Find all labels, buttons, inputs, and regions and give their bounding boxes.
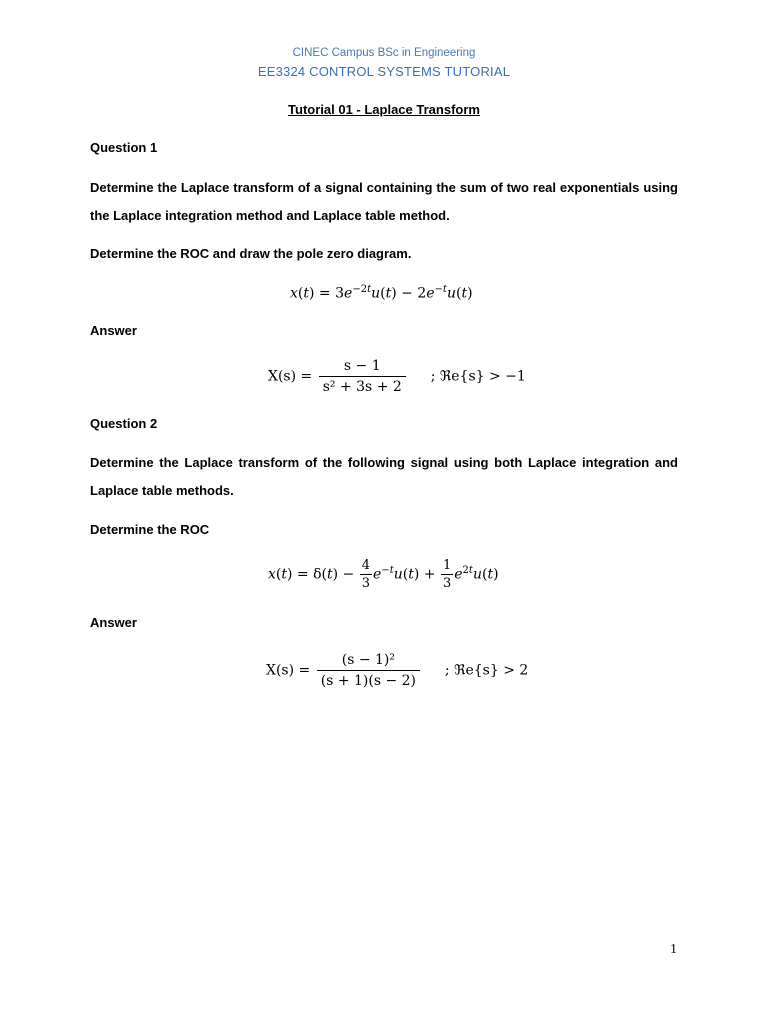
answer-1-denominator: s² + 3s + 2 [322, 379, 402, 395]
question-2-paragraph-2: Determine the ROC [90, 522, 210, 537]
answer-2-fraction [317, 652, 420, 689]
page-number: 1 [670, 942, 677, 957]
question-1-answer-equation [268, 358, 526, 395]
answer-2-numerator: (s − 1)² [317, 652, 420, 671]
question-2-equation: x(t) = δ(t) − $\frac{4}{3}$ $e^{-t}u(t)$ + $\frac{1}{3}$ $e^{2t}u(t)$ [268, 558, 499, 591]
answer-1-numerator: s − 1 [319, 358, 406, 377]
institution-header: CINEC Campus BSc in Engineering [292, 47, 476, 59]
question-1-paragraph-2: Determine the ROC and draw the pole zero diagram. [90, 246, 412, 261]
answer-1-fraction [319, 358, 406, 395]
answer-2-lhs: X(s) = [266, 662, 311, 679]
course-header: EE3324 CONTROL SYSTEMS TUTORIAL [257, 64, 511, 79]
answer-2-roc: ; ℜe{s} > 2 [444, 662, 529, 679]
answer-1-lhs: X(s) = [268, 368, 313, 385]
answer-2-denominator: (s + 1)(s − 2) [320, 673, 417, 689]
answer-1-roc: ; ℜe{s} > −1 [430, 368, 526, 385]
tutorial-title: Tutorial 01 - Laplace Transform [288, 102, 480, 117]
question-1-paragraph-1: Determine the Laplace transform of a signal containing the sum of two real exponentials using the Laplace integration method and Laplace table method. [90, 180, 678, 223]
question-1-equation: $x(t) = 3e^{-2t}u(t) - 2e^{-t}u(t)$ [290, 284, 473, 302]
question-1-answer-label: Answer [90, 323, 137, 338]
question-2-answer-label: Answer [90, 615, 137, 630]
question-2-paragraph-1: Determine the Laplace transform of the following signal using both Laplace integration and Laplace table methods. [90, 455, 678, 498]
question-1-heading: Question 1 [90, 140, 158, 155]
question-2-heading: Question 2 [90, 416, 158, 431]
question-2-answer-equation [266, 652, 528, 689]
